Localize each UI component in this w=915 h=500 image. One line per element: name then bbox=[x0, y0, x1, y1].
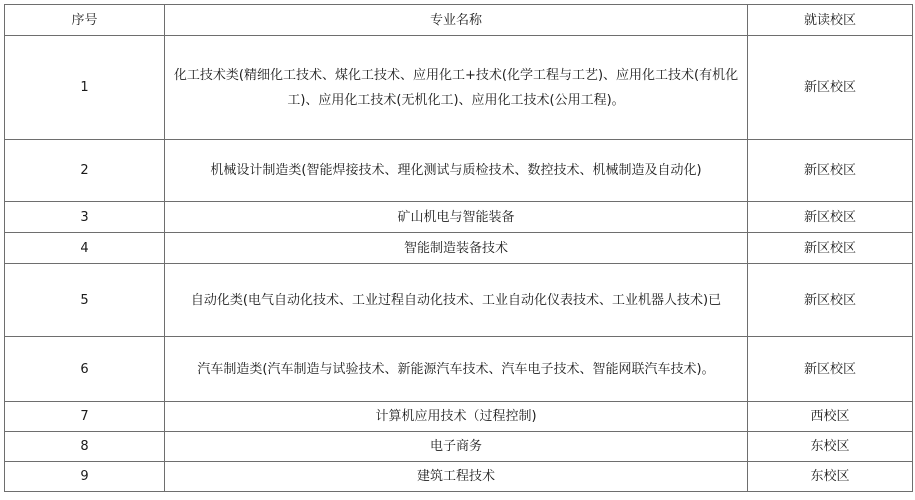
row-major-name: 矿山机电与智能装备 bbox=[165, 202, 748, 233]
row-campus: 西校区 bbox=[748, 402, 913, 432]
row-campus: 东校区 bbox=[748, 432, 913, 462]
row-major-name: 机械设计制造类(智能焊接技术、理化测试与质检技术、数控技术、机械制造及自动化) bbox=[165, 140, 748, 202]
table-row bbox=[5, 432, 913, 462]
table-row bbox=[5, 402, 913, 432]
table-row bbox=[5, 264, 913, 337]
row-major-name: 自动化类(电气自动化技术、工业过程自动化技术、工业自动化仪表技术、工业机器人技术)已 bbox=[165, 264, 748, 337]
row-index: 9 bbox=[5, 462, 165, 492]
row-major-name: 智能制造装备技术 bbox=[165, 233, 748, 264]
row-campus: 新区校区 bbox=[748, 202, 913, 233]
row-index: 6 bbox=[5, 337, 165, 402]
row-index: 4 bbox=[5, 233, 165, 264]
table-row bbox=[5, 233, 913, 264]
table-header-row bbox=[5, 5, 913, 36]
header-campus: 就读校区 bbox=[748, 5, 913, 36]
row-major-name: 化工技术类(精细化工技术、煤化工技术、应用化工+技术(化学工程与工艺)、应用化工技术(有机化工)、应用化工技术(无机化工)、应用化工技术(公用工程)。 bbox=[165, 36, 748, 140]
table-row bbox=[5, 36, 913, 140]
row-campus: 新区校区 bbox=[748, 233, 913, 264]
table-row bbox=[5, 140, 913, 202]
majors-table bbox=[4, 4, 913, 492]
row-index: 2 bbox=[5, 140, 165, 202]
row-campus: 新区校区 bbox=[748, 264, 913, 337]
row-index: 8 bbox=[5, 432, 165, 462]
row-campus: 新区校区 bbox=[748, 36, 913, 140]
row-campus: 新区校区 bbox=[748, 140, 913, 202]
row-major-name: 电子商务 bbox=[165, 432, 748, 462]
header-major-name: 专业名称 bbox=[165, 5, 748, 36]
header-index: 序号 bbox=[5, 5, 165, 36]
row-campus: 东校区 bbox=[748, 462, 913, 492]
table-row bbox=[5, 462, 913, 492]
table-row bbox=[5, 337, 913, 402]
row-major-name: 计算机应用技术（过程控制) bbox=[165, 402, 748, 432]
row-index: 7 bbox=[5, 402, 165, 432]
row-major-name: 汽车制造类(汽车制造与试验技术、新能源汽车技术、汽车电子技术、智能网联汽车技术)。 bbox=[165, 337, 748, 402]
row-index: 1 bbox=[5, 36, 165, 140]
table-row bbox=[5, 202, 913, 233]
row-campus: 新区校区 bbox=[748, 337, 913, 402]
row-index: 3 bbox=[5, 202, 165, 233]
row-major-name: 建筑工程技术 bbox=[165, 462, 748, 492]
row-index: 5 bbox=[5, 264, 165, 337]
